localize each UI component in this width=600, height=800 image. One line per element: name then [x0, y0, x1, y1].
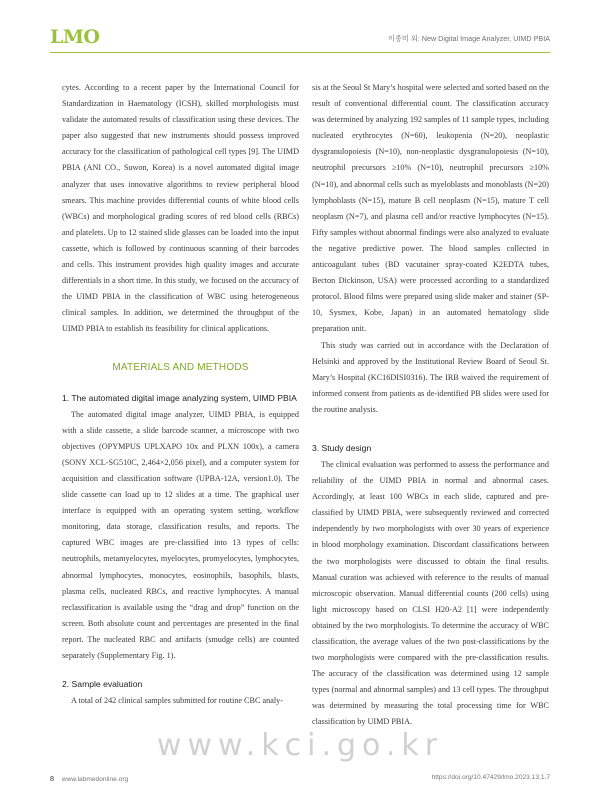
- right-column: [312, 80, 549, 731]
- subsection-heading-2: 2. Sample evaluation: [62, 679, 143, 690]
- intro-paragraph-continued: cytes. According to a recent paper by the International Council for Standardization in Haematology (ICSH), skilled morphologists must validate the automated results of classification using these devices. The paper also suggested that new instruments should possess improved accuracy for the classification of pathological cell types [9]. The UIMD PBIA (ANI CO., Suwon, Korea) is a novel automated digital image analyzer that uses innovative algorithms to review peripheral blood smears. This machine provides differential counts of white blood cells (WBCs) and morphological grading scores of red blood cells (RBCs) and platelets. Up to 12 stained slide glasses can be loaded into the input cassette, which is followed by continuous scanning of their barcodes and cells. This instrument provides high quality images and accurate differentials in a short time. In this study, we focused on the accuracy of the UIMD PBIA in the classification of WBC using heterogeneous clinical samples. In addition, we determined the throughput of the UIMD PBIA to establish its feasibility for clinical applications.: [62, 83, 299, 334]
- footer-site-link[interactable]: www.labmedonline.org: [61, 776, 129, 783]
- page-header: [50, 26, 550, 52]
- section-heading-materials-methods: MATERIALS AND METHODS: [112, 361, 249, 373]
- left-column: [62, 80, 299, 709]
- subsection-heading-3: 3. Study design: [312, 442, 372, 453]
- page-number: 8: [50, 774, 54, 783]
- page-footer: [50, 774, 550, 783]
- footer-doi-link[interactable]: https://doi.org/10.47429/lmo.2023.13.1.7: [431, 774, 550, 781]
- subsection-heading-1: 1. The automated digital image analyzing system, UIMD PBIA: [62, 392, 297, 403]
- paragraph-study-design: The clinical evaluation was performed to assess the performance and reliability of the UIMD PBIA in normal and abnormal cases. Accordingly, at least 100 WBCs in each slide, captured and pre-classified by UIMD PBIA, were subsequently reviewed and corrected independently by two morphologists with over 30 years of experience in blood morphology examination. Discordant classifications between the two morphologists were discussed to obtain the final results. Manual curation was achieved with reference to the results of manual microscopic observation. Manual differential counts (200 cells) using light microscopy based on CLSI H20-A2 [1] were independently obtained by the two morphologists. To determine the accuracy of WBC classification, the average values of the two post-classifications by the two morphologists were compared with the pre-classification results. The accuracy of the classification was determined using 12 sample types (normal and abnormal samples) and 13 cell types. The throughput was determined by measuring the total processing time for WBC classification by UIMD PBIA.: [312, 459, 549, 727]
- journal-logo: LMO: [50, 26, 100, 48]
- running-title: 이종미 외: New Digital Image Analyzer, UIMD PBIA: [388, 34, 550, 43]
- paragraph-sample-types: sis at the Seoul St Mary’s hospital were selected and sorted based on the result of conventional differential count. The classification accuracy was determined by analyzing 192 samples of 11 sample types, including nucleated erythrocytes (N=60), leukopenia (N=20), neoplastic dysgranulopoiesis (N=10), non-neoplastic dysgranulopoiesis (N=10), neutrophil precursors ≥10% (N=10), neutrophil precursors ≥10% (N=10), and abnormal cells such as myeloblasts and monoblasts (N=20) lymphoblasts (N=15), mature B cell neoplasm (N=15), mature T cell neoplasm (N=7), and plasma cell and/or reactive lymphocytes (N=15). Fifty samples without abnormal findings were also analyzed to evaluate the negative predictive power. The blood samples collected in anticoagulant tubes (BD vacutainer spray-coated K2EDTA tubes, Becton Dickinson, USA) were processed according to a standardized protocol. Blood films were prepared using slide maker and stainer (SP-10, Sysmex, Kobe, Japan) in an automated hematology slide preparation unit.: [312, 83, 549, 334]
- paragraph-system-description: The automated digital image analyzer, UIMD PBIA, is equipped with a slide cassette, a slide barcode scanner, a microscope with two objectives (OPYMPUS UPLXAPO 10x and PLXN 100x), a camera (SONY XCL-SG510C, 2,464×2,056 pixel), and a computer system for acquisition and classification software (UPBA-12A, version1.0). The slide cassette can load up to 12 slides at a time. The graphical user interface is equipped with an operating system setting, workflow monitoring, data storage, classification results, and reports. The captured WBC images are pre-classified into 13 types of cells: neutrophils, metamyelocytes, myelocytes, promyelocytes, lymphocytes, abnormal lymphocytes, monocytes, eosinophils, basophils, blasts, plasma cells, nucleated RBCs, and reactive lymphocytes. A manual reclassification is available using the “drag and drop” function on the screen. Both absolute count and percentages are presented in the final report. The nucleated RBC and artifacts (smudge cells) are counted separately (Supplementary Fig. 1).: [62, 409, 299, 660]
- header-rule: [50, 52, 550, 53]
- paragraph-sample-evaluation: A total of 242 clinical samples submitted for routine CBC analy-: [71, 696, 283, 706]
- paragraph-ethics: This study was carried out in accordance with the Declaration of Helsinki and approved by the Institutional Review Board of Seoul St. Mary’s Hospital (KC16DISI0316). The IRB waived the requirement of informed consent from patients as de-identified PB slides were used for the routine analysis.: [312, 340, 549, 414]
- watermark: www.kci.go.kr: [156, 728, 444, 763]
